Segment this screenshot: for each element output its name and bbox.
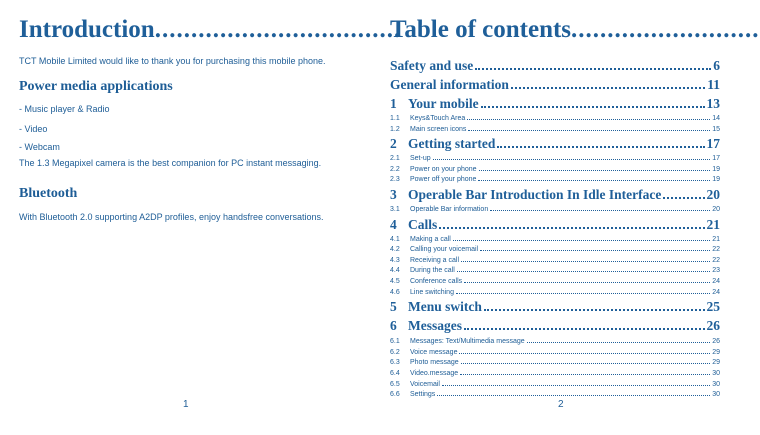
toc-entry-page: 15 <box>712 125 720 133</box>
toc-section-entry[interactable] <box>390 126 720 137</box>
toc-chapter-entry[interactable] <box>390 299 720 318</box>
toc-chapter-entry[interactable] <box>390 318 720 337</box>
table-of-contents <box>390 58 720 402</box>
toc-leader-dots <box>490 209 710 211</box>
page-number-left: 1 <box>183 399 189 410</box>
toc-entry-label: General information <box>390 77 509 92</box>
toc-section-entry[interactable] <box>390 278 720 289</box>
toc-entry-label: Calling your voicemail <box>410 246 479 254</box>
power-media-heading: Power media applications <box>19 79 173 94</box>
toc-section-entry[interactable] <box>390 166 720 177</box>
page-title-introduction: Introduction.................................. <box>19 16 402 43</box>
toc-leader-dots <box>461 260 710 262</box>
toc-leader-dots <box>453 239 710 241</box>
toc-entry-number: 6.3 <box>390 359 400 367</box>
toc-entry-page: 29 <box>712 348 720 356</box>
toc-entry-label: Set-up <box>410 155 431 163</box>
toc-section-entry[interactable] <box>390 370 720 381</box>
bluetooth-heading: Bluetooth <box>19 186 78 201</box>
camera-text: The 1.3 Megapixel camera is the best companion for PC instant messaging. <box>19 158 322 168</box>
toc-entry-label: Settings <box>410 391 436 399</box>
toc-entry-number: 4.2 <box>390 246 400 254</box>
toc-leader-dots <box>663 196 704 199</box>
toc-entry-page: 17 <box>712 155 720 163</box>
toc-entry-page: 6 <box>713 58 720 73</box>
toc-chapter-entry[interactable] <box>390 96 720 115</box>
toc-section-entry[interactable] <box>390 349 720 360</box>
toc-entry-label: Voice message <box>410 348 458 356</box>
toc-entry-number: 4.3 <box>390 256 400 264</box>
toc-section-entry[interactable] <box>390 359 720 370</box>
toc-chapter-entry[interactable] <box>390 136 720 155</box>
toc-leader-dots <box>464 281 710 283</box>
toc-section-entry[interactable] <box>390 176 720 187</box>
toc-entry-label: Messages <box>408 318 462 334</box>
toc-entry-label: Calls <box>408 216 438 232</box>
page-title-toc: Table of contents.......................... <box>390 16 760 43</box>
toc-entry-label: Messages: Text/Multimedia message <box>410 338 525 346</box>
toc-entry-label: Safety and use <box>390 58 474 73</box>
power-item-video: - Video <box>19 124 48 134</box>
toc-leader-dots <box>475 67 711 70</box>
toc-entry-page: 23 <box>712 267 720 275</box>
toc-entry-page: 30 <box>712 391 720 399</box>
toc-entry-number: 4.6 <box>390 288 400 296</box>
power-item-webcam: - Webcam <box>19 142 60 152</box>
toc-entry-page: 13 <box>706 96 720 111</box>
toc-entry-page: 25 <box>706 299 720 315</box>
toc-leader-dots <box>456 292 710 294</box>
toc-entry-number: 2.3 <box>390 176 400 184</box>
toc-leader-dots <box>433 158 711 160</box>
toc-entry-page: 22 <box>712 256 720 264</box>
toc-leader-dots <box>480 249 710 251</box>
toc-entry-number: 6.2 <box>390 348 400 356</box>
toc-entry-number: 6.6 <box>390 391 400 399</box>
toc-entry-number: 5 <box>390 299 397 315</box>
toc-entry-label: Power off your phone <box>410 176 477 184</box>
toc-entry-number: 4.1 <box>390 235 400 243</box>
toc-entry-page: 29 <box>712 359 720 367</box>
toc-entry-label: Power on your phone <box>410 165 477 173</box>
toc-entry-page: 19 <box>712 176 720 184</box>
toc-entry-number: 1 <box>390 96 397 111</box>
toc-entry-page: 30 <box>712 369 720 377</box>
toc-entry-page: 21 <box>712 235 720 243</box>
toc-chapter-entry[interactable] <box>390 187 720 206</box>
toc-entry-label: Getting started <box>408 136 496 152</box>
toc-entry-number: 2.1 <box>390 155 400 163</box>
toc-entry-label: Operable Bar information <box>410 205 489 213</box>
toc-section-entry[interactable] <box>390 338 720 349</box>
toc-entry-number: 6.1 <box>390 338 400 346</box>
toc-section-entry[interactable] <box>390 257 720 268</box>
toc-entry-number: 6.5 <box>390 380 400 388</box>
toc-leader-dots <box>479 169 711 171</box>
toc-entry-number: 4 <box>390 216 397 232</box>
toc-chapter-entry[interactable] <box>390 217 720 236</box>
toc-section-entry[interactable] <box>390 236 720 247</box>
toc-entry-page: 24 <box>712 288 720 296</box>
toc-entry-number: 3 <box>390 186 397 202</box>
page-number-right: 2 <box>558 399 564 410</box>
toc-leader-dots <box>467 118 710 120</box>
toc-section-entry[interactable] <box>390 267 720 278</box>
toc-leader-dots <box>468 129 710 131</box>
toc-leader-dots <box>527 341 711 343</box>
toc-entry-label: Conference calls <box>410 277 463 285</box>
toc-entry-label: Voicemail <box>410 380 440 388</box>
toc-entry-label: Line switching <box>410 288 454 296</box>
toc-leader-dots <box>511 86 705 89</box>
right-page <box>372 0 760 435</box>
toc-entry-number: 6 <box>390 318 397 334</box>
toc-section-entry[interactable] <box>390 246 720 257</box>
toc-entry-number: 4.4 <box>390 267 400 275</box>
toc-leader-dots <box>442 384 710 386</box>
toc-entry-page: 20 <box>712 205 720 213</box>
toc-entry-number: 2.2 <box>390 165 400 173</box>
toc-entry-label: Receiving a call <box>410 256 460 264</box>
toc-chapter-entry[interactable] <box>390 58 720 77</box>
toc-leader-dots <box>457 270 710 272</box>
toc-chapter-entry[interactable] <box>390 77 720 96</box>
toc-leader-dots <box>460 373 710 375</box>
toc-entry-page: 26 <box>712 338 720 346</box>
toc-entry-page: 26 <box>706 318 720 334</box>
toc-leader-dots <box>484 308 705 311</box>
toc-entry-number: 2 <box>390 136 397 152</box>
toc-entry-page: 17 <box>706 136 720 152</box>
toc-entry-number: 3.1 <box>390 205 400 213</box>
toc-leader-dots <box>461 362 711 364</box>
toc-section-entry[interactable] <box>390 381 720 392</box>
toc-leader-dots <box>437 394 710 396</box>
toc-leader-dots <box>464 327 705 330</box>
toc-leader-dots <box>459 352 710 354</box>
toc-entry-page: 24 <box>712 277 720 285</box>
toc-entry-label: Photo message <box>410 359 459 367</box>
toc-entry-label: Your mobile <box>408 96 479 111</box>
toc-entry-page: 30 <box>712 380 720 388</box>
toc-leader-dots <box>478 179 710 181</box>
toc-section-entry[interactable] <box>390 155 720 166</box>
intro-text: TCT Mobile Limited would like to thank you for purchasing this mobile phone. <box>19 56 326 66</box>
toc-entry-label: During the call <box>410 267 455 275</box>
toc-leader-dots <box>439 226 704 229</box>
toc-entry-page: 11 <box>707 77 720 92</box>
toc-entry-page: 20 <box>706 186 720 202</box>
toc-entry-label: Making a call <box>410 235 451 243</box>
bluetooth-text: With Bluetooth 2.0 supporting A2DP profiles, enjoy handsfree conversations. <box>19 212 324 222</box>
toc-entry-number: 1.1 <box>390 115 400 122</box>
power-item-music: - Music player & Radio <box>19 104 110 114</box>
toc-section-entry[interactable] <box>390 206 720 217</box>
toc-leader-dots <box>497 145 704 148</box>
toc-section-entry[interactable] <box>390 115 720 126</box>
toc-entry-page: 22 <box>712 246 720 254</box>
toc-entry-number: 6.4 <box>390 369 400 377</box>
toc-section-entry[interactable] <box>390 289 720 300</box>
toc-entry-label: Video.message <box>410 369 459 377</box>
toc-section-entry[interactable] <box>390 391 720 402</box>
toc-leader-dots <box>481 105 705 108</box>
toc-entry-page: 21 <box>706 216 720 232</box>
toc-entry-number: 4.5 <box>390 277 400 285</box>
toc-entry-number: 1.2 <box>390 125 400 133</box>
toc-entry-label: Main screen icons <box>410 125 467 133</box>
toc-entry-label: Menu switch <box>408 299 482 315</box>
toc-entry-page: 19 <box>712 165 720 173</box>
toc-entry-label: Keys&Touch Area <box>410 115 466 122</box>
toc-entry-label: Operable Bar Introduction In Idle Interface <box>408 186 662 202</box>
toc-entry-page: 14 <box>712 115 720 122</box>
